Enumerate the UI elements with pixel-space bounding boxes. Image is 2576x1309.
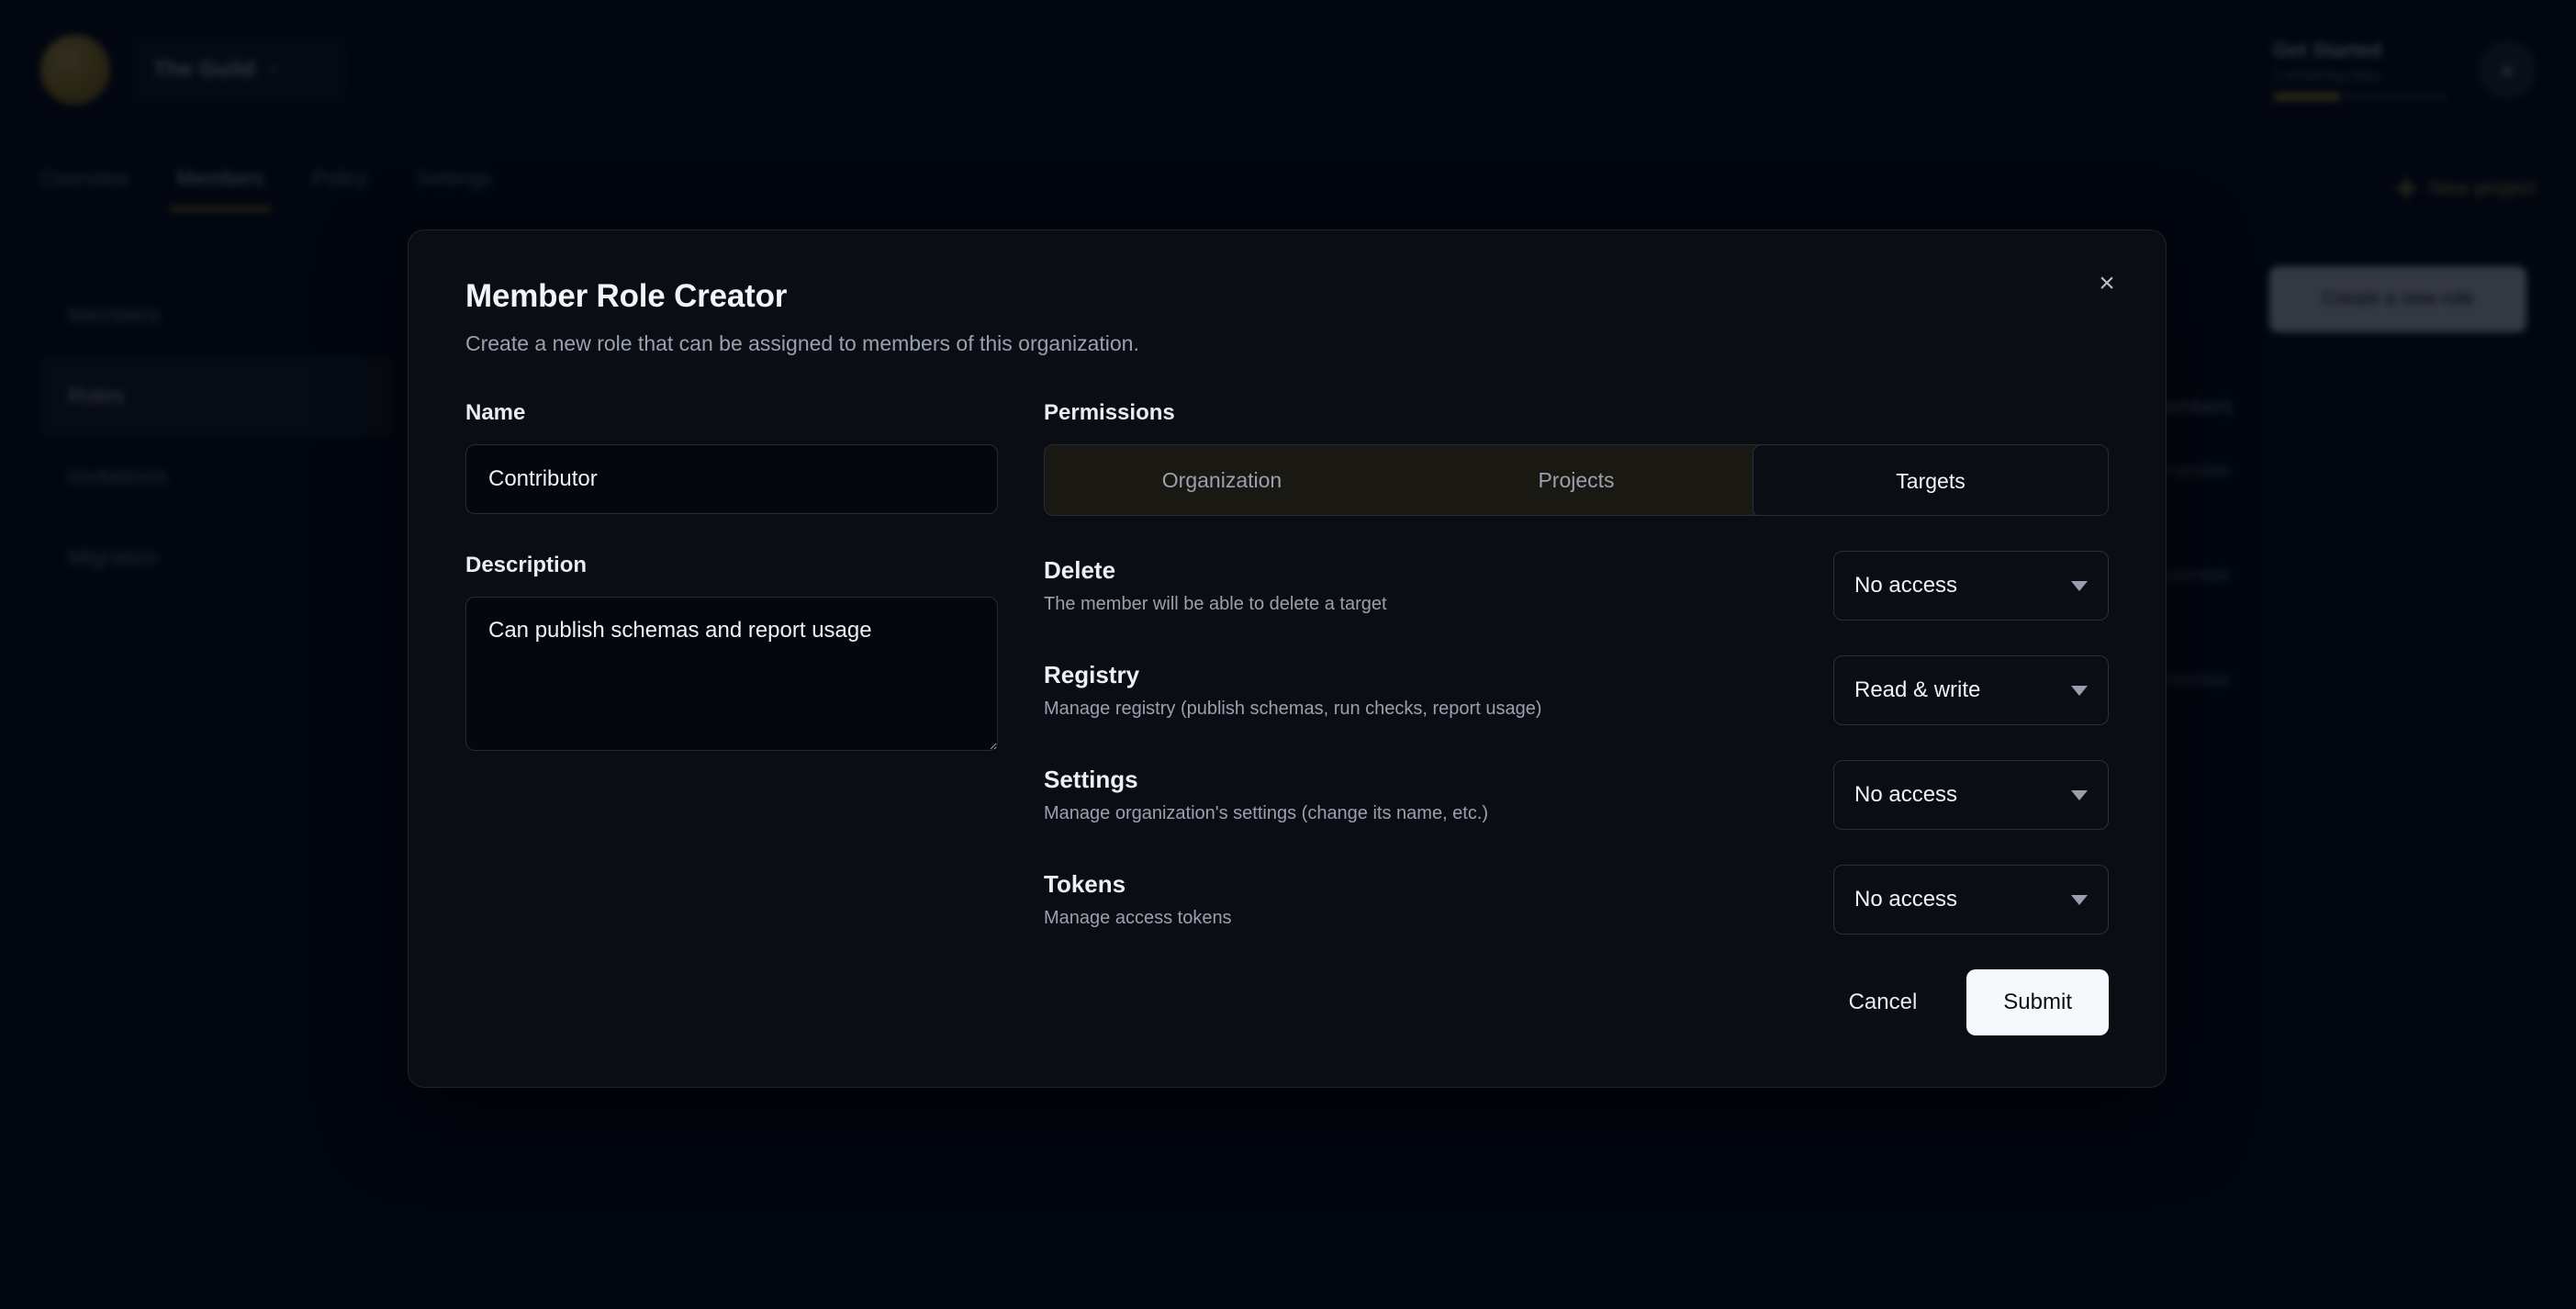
dialog-body (465, 400, 2109, 934)
permission-select-value: No access (1854, 887, 1958, 912)
dialog-actions (1825, 969, 2109, 1035)
permission-select-value: No access (1854, 782, 1958, 807)
permission-row-settings (1044, 760, 2109, 830)
tab-projects[interactable]: Projects (1538, 467, 1615, 492)
description-input[interactable] (465, 597, 998, 751)
cancel-button[interactable]: Cancel (1825, 971, 1942, 1034)
name-label: Name (465, 400, 526, 425)
permission-select-value: No access (1854, 573, 1958, 598)
submit-button[interactable]: Submit (1966, 969, 2109, 1035)
dialog-right-column (1044, 400, 2109, 934)
permission-description: Manage organization's settings (change its name, etc.) (1044, 803, 1489, 823)
permission-row-registry (1044, 655, 2109, 725)
dialog-left-column (465, 400, 998, 934)
permission-select-value: Read & write (1854, 677, 1981, 702)
permission-select-tokens[interactable] (1833, 865, 2109, 934)
permission-name: Registry (1044, 661, 1140, 688)
permission-name: Tokens (1044, 870, 1126, 898)
permission-row-tokens (1044, 865, 2109, 934)
permissions-tabs (1044, 444, 2109, 516)
dialog-subtitle: Create a new role that can be assigned to members of this organization. (465, 331, 1139, 355)
name-input[interactable] (465, 444, 998, 514)
permission-name: Settings (1044, 766, 1138, 793)
permission-name: Delete (1044, 556, 1116, 584)
permission-select-delete[interactable] (1833, 551, 2109, 621)
permission-select-settings[interactable] (1833, 760, 2109, 830)
chevron-down-icon (2071, 581, 2088, 591)
permission-description: Manage access tokens (1044, 908, 1232, 928)
description-label: Description (465, 553, 588, 577)
dialog-title: Member Role Creator (465, 278, 788, 314)
chevron-down-icon (2071, 790, 2088, 800)
chevron-down-icon (2071, 686, 2088, 696)
permission-row-delete (1044, 551, 2109, 621)
permission-description: Manage registry (publish schemas, run checks, report usage) (1044, 699, 1542, 719)
tab-organization[interactable]: Organization (1161, 467, 1282, 492)
permissions-label: Permissions (1044, 400, 1175, 425)
permission-description: The member will be able to delete a target (1044, 594, 1387, 614)
close-icon[interactable]: × (2099, 268, 2115, 298)
chevron-down-icon (2071, 895, 2088, 905)
member-role-creator-dialog (408, 229, 2167, 1088)
permission-select-registry[interactable] (1833, 655, 2109, 725)
tab-targets[interactable]: Targets (1753, 444, 2109, 516)
